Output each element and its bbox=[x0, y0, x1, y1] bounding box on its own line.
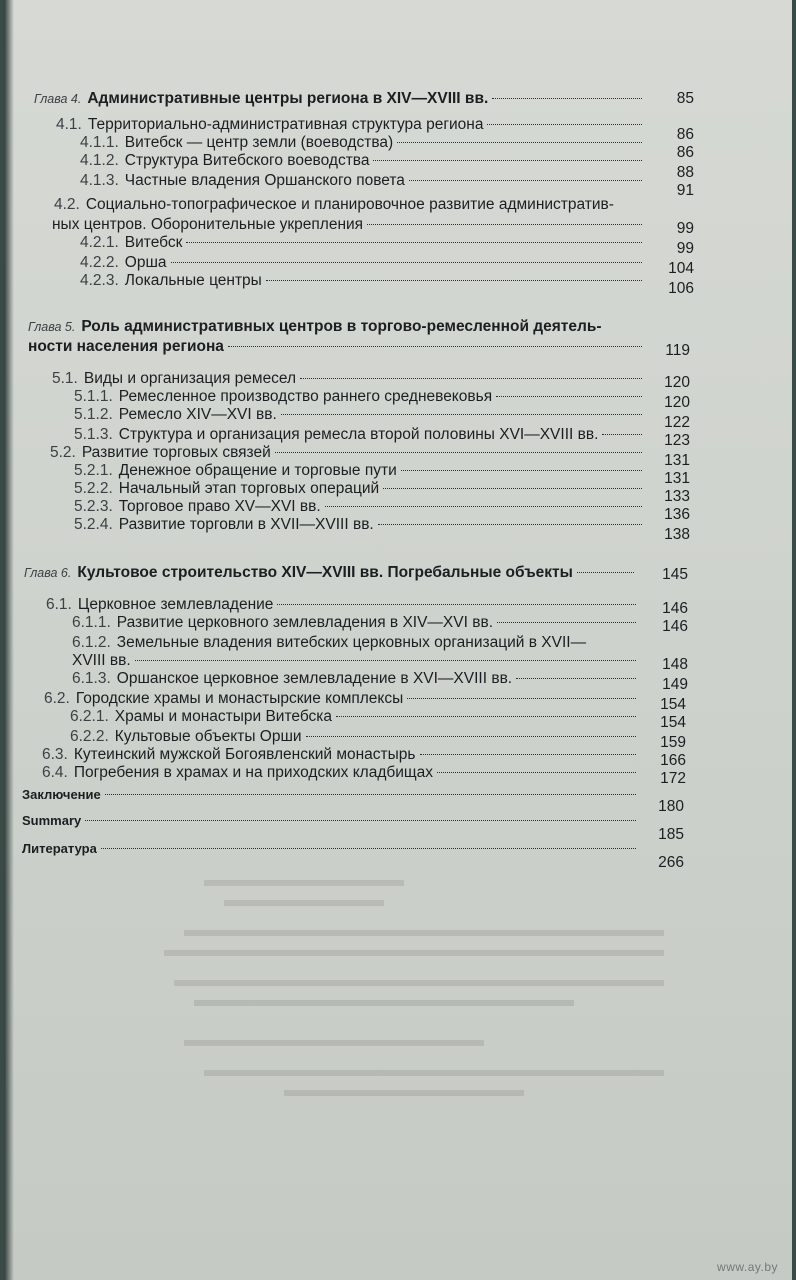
toc-item: 6.2. Городские храмы и монастырские комплексы bbox=[44, 688, 640, 710]
toc-item: 5.1.1. Ремесленное производство раннего средневековья bbox=[74, 386, 646, 408]
toc-item: 4.2.1. Витебск bbox=[80, 232, 646, 254]
page-number: 131 bbox=[664, 470, 690, 487]
toc-item: 6.1.2. Земельные владения витебских церковных организаций в XVII— bbox=[72, 634, 587, 651]
page-number: 146 bbox=[662, 618, 688, 635]
toc-item: 6.1. Церковное землевладение bbox=[46, 594, 640, 616]
toc-item: 6.2.2. Культовые объекты Орши bbox=[70, 726, 640, 748]
toc-item: 6.1.1. Развитие церковного землевладения в XIV—XVI вв. bbox=[72, 612, 640, 634]
toc-item: 5.2. Развитие торговых связей bbox=[50, 442, 646, 464]
toc-item: 4.1. Территориально-административная структура региона bbox=[56, 114, 646, 136]
toc-end-summary: Summary bbox=[22, 810, 640, 832]
toc-chapter-5: Глава 5. Роль административных центров в торгово-ремесленной деятель- bbox=[28, 318, 602, 335]
toc-item: 5.2.1. Денежное обращение и торговые пути bbox=[74, 460, 646, 482]
page-number: 99 bbox=[676, 220, 694, 237]
toc-end-conclusion: Заключение bbox=[22, 784, 640, 806]
page-number: 136 bbox=[664, 506, 690, 523]
toc-end-literature: Литература bbox=[22, 838, 640, 860]
bleed-through-lines bbox=[164, 870, 684, 1130]
page-number: 86 bbox=[676, 126, 694, 143]
page-number: 85 bbox=[676, 90, 694, 107]
page-number: 172 bbox=[660, 770, 686, 787]
page-number: 86 bbox=[676, 144, 694, 161]
watermark: www.ay.by bbox=[717, 1260, 778, 1274]
page-number: 91 bbox=[676, 182, 694, 199]
toc-item: 5.1.2. Ремесло XIV—XVI вв. bbox=[74, 404, 646, 426]
toc-item: 6.1.3. Оршанское церковное землевладение в XVI—XVIII вв. bbox=[72, 668, 640, 690]
toc-item: 5.2.3. Торговое право XV—XVI вв. bbox=[74, 496, 646, 518]
toc-item: 4.1.2. Структура Витебского воеводства bbox=[80, 150, 646, 172]
toc-chapter-5-continuation: ности населения региона bbox=[28, 336, 646, 358]
page-number: 148 bbox=[662, 656, 688, 673]
page-number: 120 bbox=[664, 374, 690, 391]
page-number: 154 bbox=[660, 696, 686, 713]
page-number: 154 bbox=[660, 714, 686, 731]
page-number: 119 bbox=[665, 342, 690, 359]
page-number: 145 bbox=[662, 566, 688, 583]
toc-item: 4.1.1. Витебск — центр земли (воеводства) bbox=[80, 132, 646, 154]
page-number: 133 bbox=[664, 488, 690, 505]
page-number: 180 bbox=[658, 798, 684, 815]
toc-chapter-4 bbox=[34, 88, 646, 110]
dot-leader bbox=[492, 98, 642, 99]
page-number: 106 bbox=[668, 280, 694, 297]
page-number: 159 bbox=[660, 734, 686, 751]
toc-item-continuation: ных центров. Оборонительные укрепления bbox=[52, 214, 646, 236]
page-number: 146 bbox=[662, 600, 688, 617]
page-number: 88 bbox=[676, 164, 694, 181]
book-page bbox=[4, 0, 792, 1280]
toc-item: 4.2. Социально-топографическое и планировочное развитие административ- bbox=[54, 196, 614, 213]
toc-item: 5.1.3. Структура и организация ремесла второй половины XVI—XVIII вв. bbox=[74, 424, 646, 446]
page-number: 166 bbox=[660, 752, 686, 769]
chapter-prefix: Глава 4. bbox=[34, 92, 82, 106]
page-number: 120 bbox=[664, 394, 690, 411]
toc-item: 4.2.2. Орша bbox=[80, 252, 646, 274]
toc-item: 5.2.2. Начальный этап торговых операций bbox=[74, 478, 646, 500]
page-number: 266 bbox=[658, 854, 684, 871]
toc-item-continuation: XVIII вв. bbox=[72, 650, 640, 672]
toc-item: 6.4. Погребения в храмах и на приходских кладбищах bbox=[42, 762, 640, 784]
page-number: 99 bbox=[676, 240, 694, 257]
page-number: 122 bbox=[664, 414, 690, 431]
toc-item: 4.1.3. Частные владения Оршанского повета bbox=[80, 170, 646, 192]
toc-item: 5.2.4. Развитие торговли в XVII—XVIII вв. bbox=[74, 514, 646, 536]
toc-chapter-6: Глава 6. Культовое строительство XIV—XVIII вв. Погребальные объекты bbox=[24, 562, 638, 584]
bleed-through-texture bbox=[164, 870, 684, 1130]
page-number: 131 bbox=[664, 452, 690, 469]
toc-item: 6.3. Кутеинский мужской Богоявленский монастырь bbox=[42, 744, 640, 766]
page-number: 138 bbox=[664, 526, 690, 543]
page-number: 123 bbox=[664, 432, 690, 449]
toc-item: 4.2.3. Локальные центры bbox=[80, 270, 646, 292]
page-number: 104 bbox=[668, 260, 694, 277]
chapter-title: Административные центры региона в XIV—XVIII вв. bbox=[87, 90, 489, 107]
toc-item: 5.1. Виды и организация ремесел bbox=[52, 368, 646, 390]
page-number: 185 bbox=[658, 826, 684, 843]
toc-item: 6.2.1. Храмы и монастыри Витебска bbox=[70, 706, 640, 728]
page-number: 149 bbox=[662, 676, 688, 693]
